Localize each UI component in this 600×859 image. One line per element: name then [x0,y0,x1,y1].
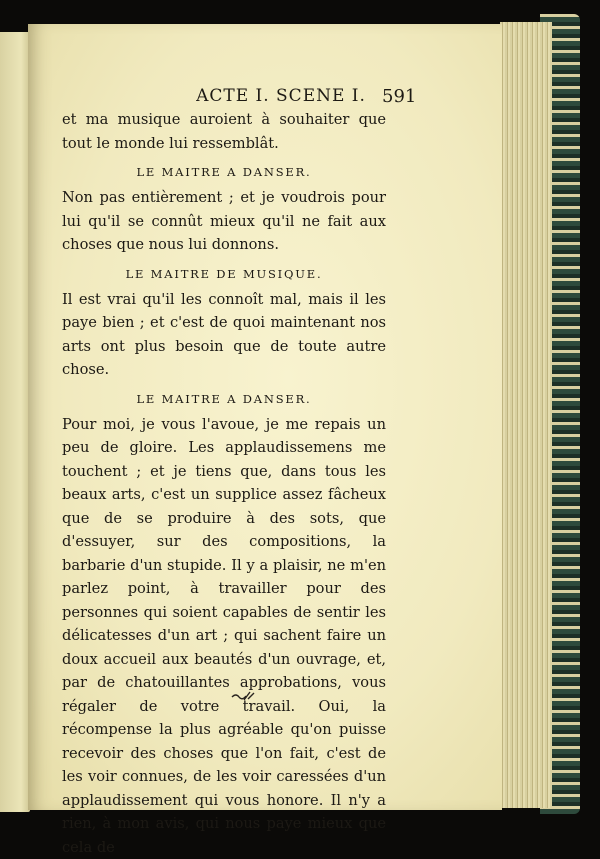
paragraph: Pour moi, je vous l'avoue, je me repais un peu de gloire. Les applaudissemens me touchent ; et je tiens que, dans tous les beaux arts, c'est un supplice assez fâcheux que de se produire à des sots, que d'essuyer, sur des compositions, la barbarie d'un stupide. Il y a plaisir, ne m'en parlez point, à travailler pour des personnes qui soient capables de sentir les délicatesses d'un art ; qui sachent faire un doux accueil aux beautés d'un ouvrage, et, par de chatouillantes approbations, vous régaler de votre travail. Oui, la récompense la plus agréable qu'on puisse recevoir des choses que l'on fait, c'est de les voir connues, de les voir caressées d'un applaudissement qui vous honore. Il n'y a rien, à mon avis, qui nous paye mieux que cela de [62,413,386,859]
running-header: ACTE I. SCENE I. [146,86,416,106]
book-page [28,24,502,810]
speaker-heading: LE MAITRE A DANSER. [62,389,386,409]
paragraph: et ma musique auroient à souhaiter que tout le monde lui ressemblât. [62,108,386,155]
page-text [62,108,386,859]
speaker-heading: LE MAITRE A DANSER. [62,162,386,182]
speaker-heading: LE MAITRE DE MUSIQUE. [62,264,386,284]
paragraph: Il est vrai qu'il les connoît mal, mais il les paye bien ; et c'est de quoi maintenant nos arts ont plus besoin que de toute autre chose. [62,288,386,382]
printer-mark-icon [230,690,256,702]
previous-page-edge [0,32,30,812]
page-number: 591 [382,86,416,107]
paragraph: Non pas entièrement ; et je voudrois pour lui qu'il se connût mieux qu'il ne fait aux choses que nous lui donnons. [62,186,386,257]
page-stack-edge [500,22,552,808]
